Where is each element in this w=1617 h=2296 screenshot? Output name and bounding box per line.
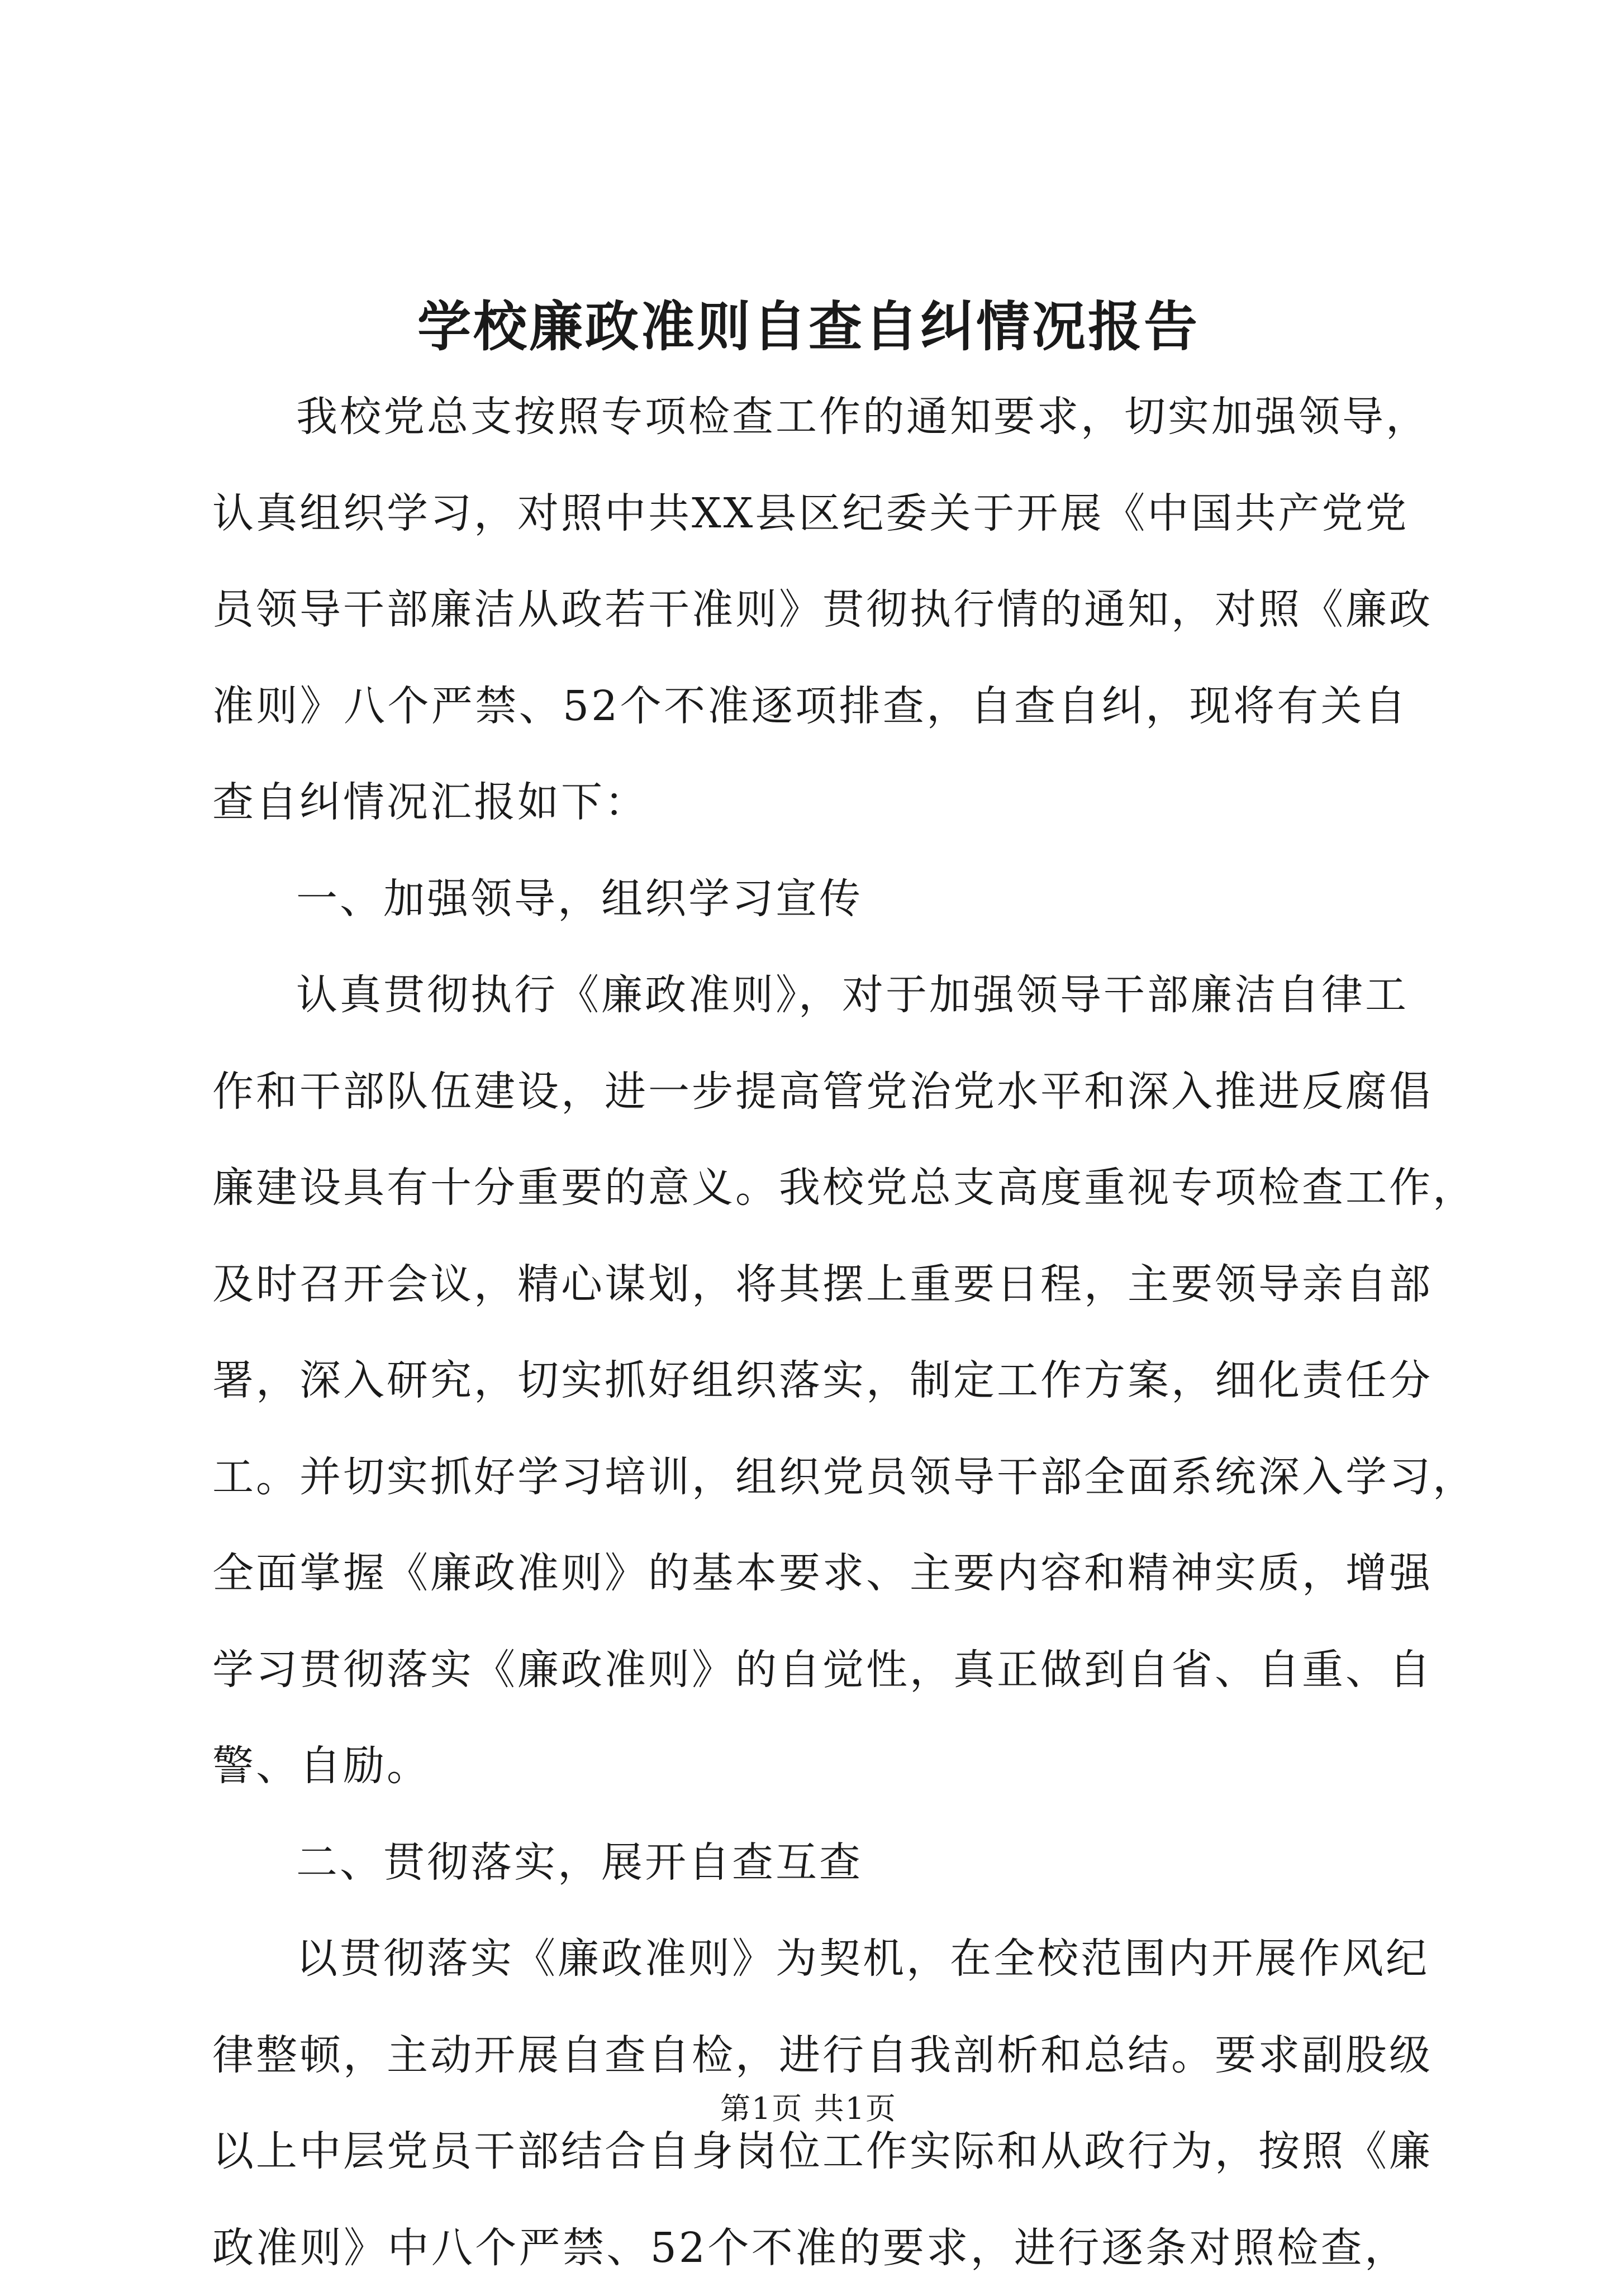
paragraph-3-line-1: 以贯彻落实《廉政准则》为契机，在全校范围内开展作风纪 — [212, 1911, 1408, 2007]
paragraph-1-line-4: 准则》八个严禁、52个不准逐项排查，自查自纠，现将有关自 — [212, 658, 1408, 755]
section-heading-1: 一、加强领导，组织学习宣传 — [212, 851, 1408, 947]
paragraph-1-line-1: 我校党总支按照专项检查工作的通知要求，切实加强领导， — [212, 369, 1408, 465]
paragraph-2-line-5: 署，深入研究，切实抓好组织落实，制定工作方案，细化责任分 — [212, 1332, 1408, 1429]
paragraph-2-line-6: 工。并切实抓好学习培训，组织党员领导干部全面系统深入学习， — [212, 1429, 1408, 1526]
page-footer: 第1页 共1页 — [0, 2087, 1617, 2131]
paragraph-3-line-4: 政准则》中八个严禁、52个不准的要求，进行逐条对照检查， — [212, 2200, 1408, 2296]
section-heading-2: 二、贯彻落实，展开自查互查 — [212, 1814, 1408, 1911]
paragraph-3-line-2: 律整顿，主动开展自查自检，进行自我剖析和总结。要求副股级 — [212, 2007, 1408, 2104]
paragraph-3-line-3: 以上中层党员干部结合自身岗位工作实际和从政行为，按照《廉 — [212, 2103, 1408, 2200]
paragraph-2-line-9: 警、自励。 — [212, 1718, 1408, 1814]
document-body — [212, 369, 1408, 2296]
paragraph-2-line-2: 作和干部队伍建设，进一步提高管党治党水平和深入推进反腐倡 — [212, 1044, 1408, 1140]
paragraph-1-line-3: 员领导干部廉洁从政若干准则》贯彻执行情的通知，对照《廉政 — [212, 561, 1408, 658]
paragraph-1-line-5: 查自纠情况汇报如下： — [212, 754, 1408, 851]
paragraph-2-line-8: 学习贯彻落实《廉政准则》的自觉性，真正做到自省、自重、自 — [212, 1622, 1408, 1718]
paragraph-1-line-2: 认真组织学习，对照中共XX县区纪委关于开展《中国共产党党 — [212, 465, 1408, 562]
document-title: 学校廉政准则自查自纠情况报告 — [212, 282, 1405, 371]
paragraph-2-line-3: 廉建设具有十分重要的意义。我校党总支高度重视专项检查工作， — [212, 1140, 1408, 1236]
paragraph-2-line-7: 全面掌握《廉政准则》的基本要求、主要内容和精神实质，增强 — [212, 1525, 1408, 1622]
paragraph-2-line-1: 认真贯彻执行《廉政准则》，对于加强领导干部廉洁自律工 — [212, 947, 1408, 1044]
paragraph-2-line-4: 及时召开会议，精心谋划，将其摆上重要日程，主要领导亲自部 — [212, 1236, 1408, 1333]
